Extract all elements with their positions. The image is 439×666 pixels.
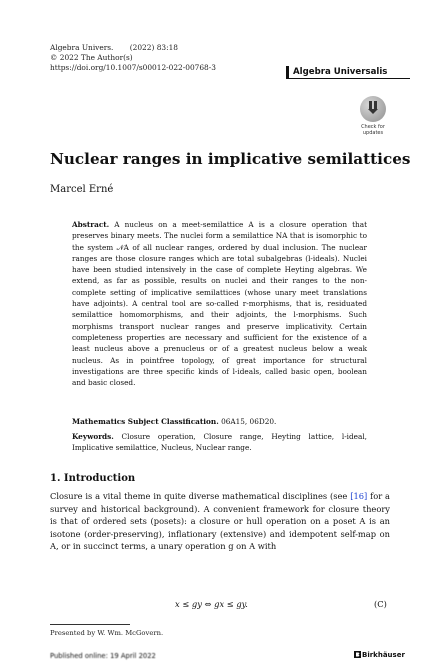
keywords-text: Closure operation, Closure range, Heyting lattice, l-ideal, Implicative semilattice, Nucleus, Nuclear range. <box>72 432 367 453</box>
equation-tag: (C) <box>374 599 387 609</box>
badge-label-2: updates <box>362 130 384 136</box>
doi-link[interactable]: https://doi.org/10.1007/s00012-022-00768-3 <box>50 63 216 72</box>
para-start: Closure is a vital theme in quite diverse mathematical disciplines (see <box>50 491 351 501</box>
msc-codes: 06A15, 06D20. <box>221 417 277 426</box>
abstract <box>72 219 367 388</box>
journal-short: Algebra Univers. <box>50 43 114 52</box>
birkhauser-icon <box>354 651 361 658</box>
volume-id: (2022) 83:18 <box>129 43 178 52</box>
badge-label-1: Check for <box>361 124 385 130</box>
journal-name: Algebra Universalis <box>286 66 410 79</box>
paper-title: Nuclear ranges in implicative semilattices <box>50 150 411 168</box>
footnote-rule <box>50 624 130 625</box>
msc-label: Mathematics Subject Classification. <box>72 417 219 426</box>
journal-citation <box>50 43 178 53</box>
keywords-label: Keywords. <box>72 432 114 441</box>
para-rest: for a survey and historical background). A convenient framework for closure theory is that of ordered sets (posets): a closure or hull operation on a poset A is an isotone (order-preserving), inflationary (extensive) and idempotent self-map on A, or in succinct terms, a unary operation g on A with <box>50 491 390 552</box>
publisher-logo <box>354 651 405 659</box>
copyright-line: © 2022 The Author(s) <box>50 53 133 62</box>
crossmark-icon <box>360 96 386 122</box>
publisher-name: Birkhäuser <box>362 651 405 659</box>
intro-paragraph <box>50 490 390 553</box>
abstract-label: Abstract. <box>72 220 110 229</box>
citation-link[interactable]: [16] <box>350 491 368 501</box>
abstract-text: A nucleus on a meet-semilattice A is a closure operation that preserves binary meets. The nuclei form a semilattice NA that is isomorphic to the system 𝒩A of all nuclear ranges, ordered by dual inclusion. The nuclear ranges are those closure ranges which are total subalgebras (l-ideals). Nuclei have been studied intensively in the case of complete Heyting algebras. We extend, as far as possible, results on nuclei and their ranges to the non-complete setting of implicative semilattices (whose unary meet translations have adjoints). A central tool are so-called r-morphisms, that is, residuated semilattice homomorphisms, and their adjoints, the l-morphisms. Such morphisms transport nuclear ranges and preserve implicativity. Certain completeness properties are necessary and sufficient for the existence of a least nucleus above a prenucleus or of a greatest nucleus below a weak nucleus. As in pointfree topology, of great importance for structural investigations are three specific kinds of l-ideals, called basic open, boolean and basic closed. <box>72 220 367 388</box>
equation: x ≤ gy ⇔ gx ≤ gy. <box>175 599 248 609</box>
published-date: Published online: 19 April 2022 <box>50 652 156 660</box>
keywords <box>72 431 367 454</box>
author-name: Marcel Erné <box>50 184 114 195</box>
footnote: Presented by W. Wm. McGovern. <box>50 629 164 637</box>
check-for-updates-badge[interactable] <box>358 96 388 139</box>
subject-classification <box>72 416 367 427</box>
section-heading: 1. Introduction <box>50 473 136 484</box>
